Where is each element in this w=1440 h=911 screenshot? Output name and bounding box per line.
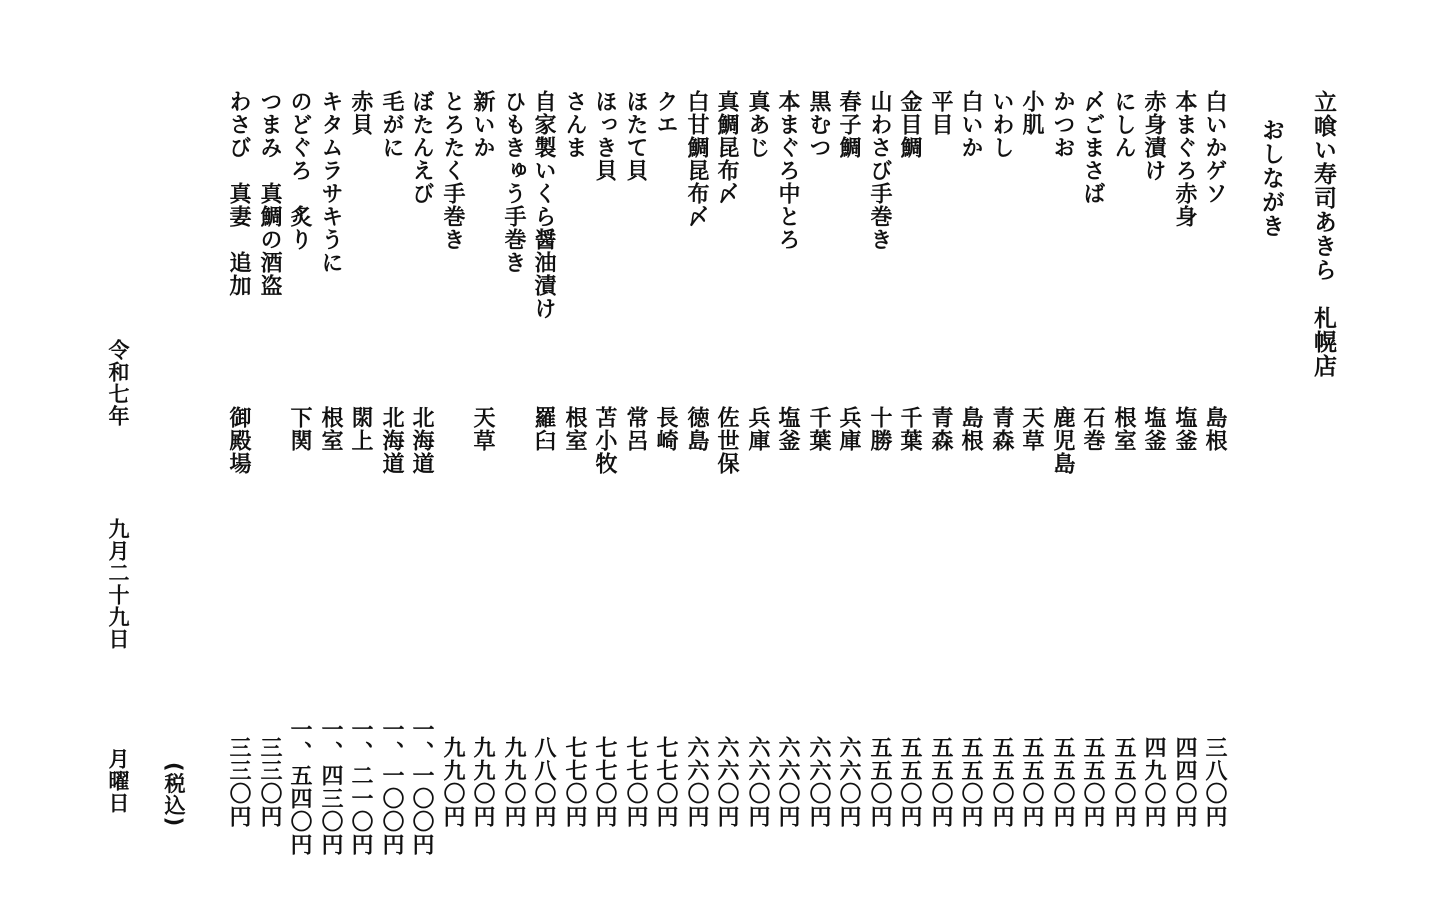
menu-item-name: 平目 bbox=[928, 90, 953, 136]
menu-item-name: 真鯛昆布〆 bbox=[714, 90, 739, 205]
menu-item-origin: 島根 bbox=[1202, 406, 1227, 452]
menu-item-price: 四四〇円 bbox=[1172, 736, 1197, 828]
menu-item-name: つまみ 真鯛の酒盗 bbox=[257, 90, 282, 297]
menu-item-origin: 青森 bbox=[928, 406, 953, 452]
menu-item-name: 〆ごまさば bbox=[1080, 90, 1105, 205]
menu-item-name: 赤身漬け bbox=[1141, 90, 1166, 182]
menu-subtitle: おしながき bbox=[1258, 118, 1284, 238]
menu-item-name: 本まぐろ中とろ bbox=[775, 90, 800, 251]
menu-item-origin: 北海道 bbox=[379, 406, 404, 475]
menu-item-name: にしん bbox=[1111, 90, 1136, 159]
menu-item-price: 六六〇円 bbox=[745, 736, 770, 828]
menu-item-price: 七七〇円 bbox=[562, 736, 587, 828]
menu-item-origin: 根室 bbox=[1111, 406, 1136, 452]
menu-item-name: 毛がに bbox=[379, 90, 404, 159]
menu-item-price: 九九〇円 bbox=[470, 736, 495, 828]
menu-item-price: 七七〇円 bbox=[592, 736, 617, 828]
menu-item-price: 三三〇円 bbox=[226, 736, 251, 828]
menu-item-price: 一、一〇〇円 bbox=[379, 718, 404, 856]
menu-item-price: 七七〇円 bbox=[623, 736, 648, 828]
menu-item-origin: 徳島 bbox=[684, 406, 709, 452]
menu-item-origin: 千葉 bbox=[806, 406, 831, 452]
menu-item-price: 一、五四〇円 bbox=[287, 718, 312, 856]
tax-note: (税込) bbox=[162, 762, 186, 828]
menu-item-origin: 兵庫 bbox=[836, 406, 861, 452]
menu-item-origin: 青森 bbox=[989, 406, 1014, 452]
menu-item-name: 白いかゲソ bbox=[1202, 90, 1227, 205]
menu-item-name: かつお bbox=[1050, 90, 1075, 159]
menu-item-price: 三八〇円 bbox=[1202, 736, 1227, 828]
menu-item-name: 自家製いくら醤油漬け bbox=[531, 90, 556, 320]
menu-item-name: ほっき貝 bbox=[592, 90, 617, 182]
menu-item-origin: 北海道 bbox=[409, 406, 434, 475]
menu-item-origin: 千葉 bbox=[897, 406, 922, 452]
menu-item-origin: 佐世保 bbox=[714, 406, 739, 475]
menu-item-price: 一、一〇〇円 bbox=[409, 718, 434, 856]
menu-item-price: 五五〇円 bbox=[867, 736, 892, 828]
menu-item-price: 一、四三〇円 bbox=[318, 718, 343, 856]
date-era: 令和七年 bbox=[106, 339, 130, 427]
menu-item-price: 五五〇円 bbox=[1019, 736, 1044, 828]
menu-item-name: ひもきゅう手巻き bbox=[501, 90, 526, 274]
menu-item-price: 五五〇円 bbox=[928, 736, 953, 828]
menu-item-price: 五五〇円 bbox=[897, 736, 922, 828]
menu-item-name: いわし bbox=[989, 90, 1014, 159]
menu-item-name: 真あじ bbox=[745, 90, 770, 159]
menu-item-origin: 御殿場 bbox=[226, 406, 251, 475]
menu-item-origin: 塩釜 bbox=[1141, 406, 1166, 452]
menu-item-price: 八八〇円 bbox=[531, 736, 556, 828]
menu-item-origin: 根室 bbox=[562, 406, 587, 452]
menu-item-price: 一、二一〇円 bbox=[348, 718, 373, 856]
menu-item-name: とろたく手巻き bbox=[440, 90, 465, 251]
menu-item-origin: 兵庫 bbox=[745, 406, 770, 452]
menu-item-name: のどぐろ 炙り bbox=[287, 90, 312, 251]
menu-item-price: 六六〇円 bbox=[806, 736, 831, 828]
menu-item-origin: 島根 bbox=[958, 406, 983, 452]
menu-item-name: 小肌 bbox=[1019, 90, 1044, 136]
menu-item-name: 白いか bbox=[958, 90, 983, 159]
menu-item-name: 金目鯛 bbox=[897, 90, 922, 159]
menu-item-price: 九九〇円 bbox=[501, 736, 526, 828]
menu-item-name: 新いか bbox=[470, 90, 495, 159]
menu-item-price: 六六〇円 bbox=[714, 736, 739, 828]
date-weekday: 月曜日 bbox=[106, 748, 130, 814]
menu-item-origin: 長崎 bbox=[653, 406, 678, 452]
menu-item-price: 六六〇円 bbox=[684, 736, 709, 828]
menu-item-name: 春子鯛 bbox=[836, 90, 861, 159]
menu-item-name: ぼたんえび bbox=[409, 90, 434, 205]
menu-item-name: 白甘鯛昆布〆 bbox=[684, 90, 709, 228]
menu-item-origin: 常呂 bbox=[623, 406, 648, 452]
menu-item-price: 六六〇円 bbox=[836, 736, 861, 828]
menu-item-name: さんま bbox=[562, 90, 587, 159]
menu-item-price: 五五〇円 bbox=[1111, 736, 1136, 828]
menu-item-name: わさび 真妻 追加 bbox=[226, 90, 251, 297]
menu-item-origin: 苫小牧 bbox=[592, 406, 617, 475]
menu-item-name: ほたて貝 bbox=[623, 90, 648, 182]
menu-item-name: 山わさび手巻き bbox=[867, 90, 892, 251]
menu-item-name: 黒むつ bbox=[806, 90, 831, 159]
menu-item-price: 五五〇円 bbox=[958, 736, 983, 828]
menu-item-price: 六六〇円 bbox=[775, 736, 800, 828]
menu-item-origin: 鹿児島 bbox=[1050, 406, 1075, 475]
menu-item-price: 七七〇円 bbox=[653, 736, 678, 828]
menu-item-price: 五五〇円 bbox=[1050, 736, 1075, 828]
menu-item-origin: 天草 bbox=[1019, 406, 1044, 452]
menu-item-price: 四九〇円 bbox=[1141, 736, 1166, 828]
menu-item-origin: 石巻 bbox=[1080, 406, 1105, 452]
menu-item-origin: 塩釜 bbox=[1172, 406, 1197, 452]
menu-item-name: キタムラサキうに bbox=[318, 90, 343, 274]
menu-item-name: 赤貝 bbox=[348, 90, 373, 136]
menu-item-origin: 十勝 bbox=[867, 406, 892, 452]
menu-item-origin: 塩釜 bbox=[775, 406, 800, 452]
menu-item-origin: 根室 bbox=[318, 406, 343, 452]
date-day: 九月二十九日 bbox=[106, 518, 130, 650]
menu-item-origin: 下関 bbox=[287, 406, 312, 452]
menu-item-origin: 天草 bbox=[470, 406, 495, 452]
menu-item-price: 五五〇円 bbox=[989, 736, 1014, 828]
menu-item-origin: 羅臼 bbox=[531, 406, 556, 452]
menu-item-origin: 閖上 bbox=[348, 406, 373, 452]
menu-item-price: 九九〇円 bbox=[440, 736, 465, 828]
menu-item-price: 三三〇円 bbox=[257, 736, 282, 828]
shop-name: 立喰い寿司あきら 札幌店 bbox=[1310, 90, 1336, 378]
menu-item-name: 本まぐろ赤身 bbox=[1172, 90, 1197, 228]
menu-item-name: クエ bbox=[653, 90, 678, 136]
menu-item-price: 五五〇円 bbox=[1080, 736, 1105, 828]
